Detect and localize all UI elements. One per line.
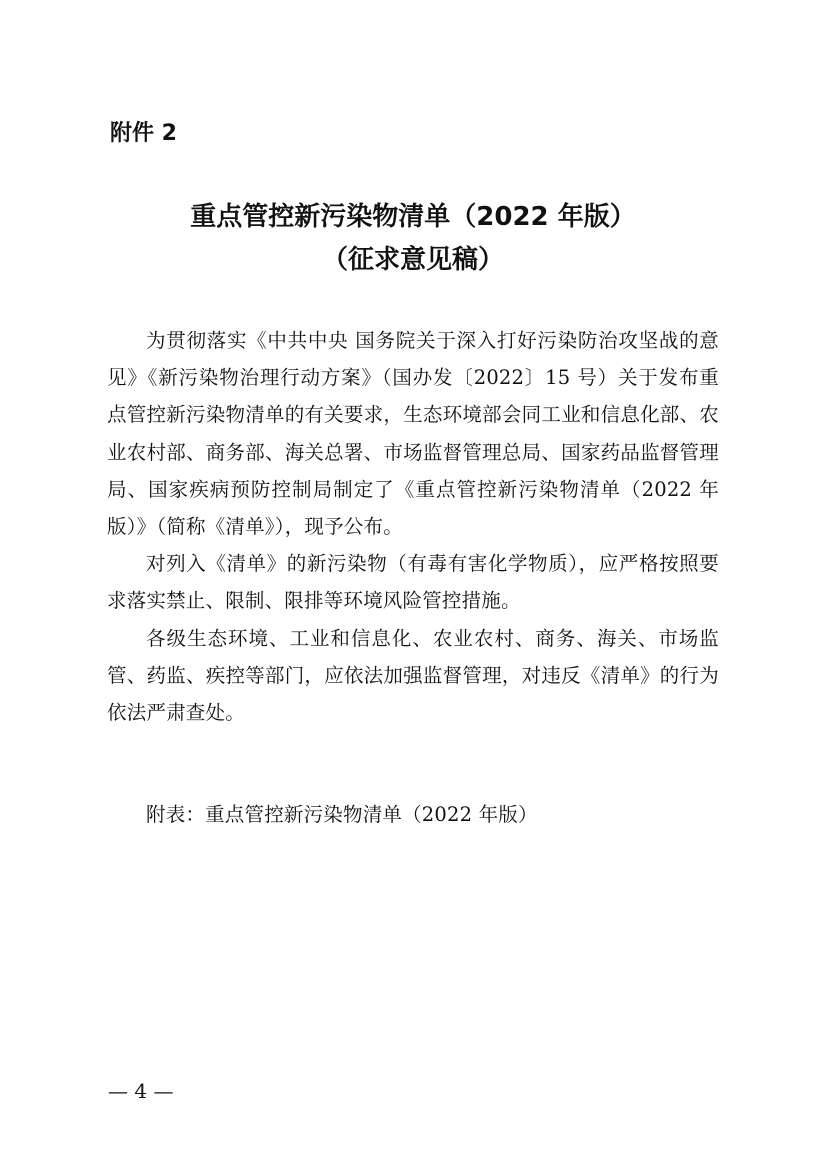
document-title: 重点管控新污染物清单（2022 年版） (190, 202, 636, 232)
attachment-label: 附件 2 (110, 121, 177, 146)
body-paragraph: 对列入《清单》的新污染物（有毒有害化学物质），应严格按照要求落实禁止、限制、限排等环境风险管控措施。 (107, 552, 719, 613)
body-paragraph: 各级生态环境、工业和信息化、农业农村、商务、海关、市场监管、药监、疾控等部门，应依法加强监督管理，对违反《清单》的行为依法严肃查处。 (107, 626, 719, 725)
document-subtitle: （征求意见稿） (321, 245, 504, 275)
appendix-note: 附表：重点管控新污染物清单（2022 年版） (146, 803, 538, 826)
body-paragraph: 为贯彻落实《中共中央 国务院关于深入打好污染防治攻坚战的意见》《新污染物治理行动方案》（国办发〔2022〕15 号）关于发布重点管控新污染物清单的有关要求，生态环境部会同工业和信息化部、农业农村部、商务部、海关总署、市场监督管理总局、国家药品监督管理局、国家疾病预防控制局制定了《重点管控新污染物清单（2022 年版）》（简称《清单》），现予公布。 (107, 329, 719, 539)
document-body (107, 322, 719, 731)
page-number: — 4 — (108, 1079, 174, 1103)
